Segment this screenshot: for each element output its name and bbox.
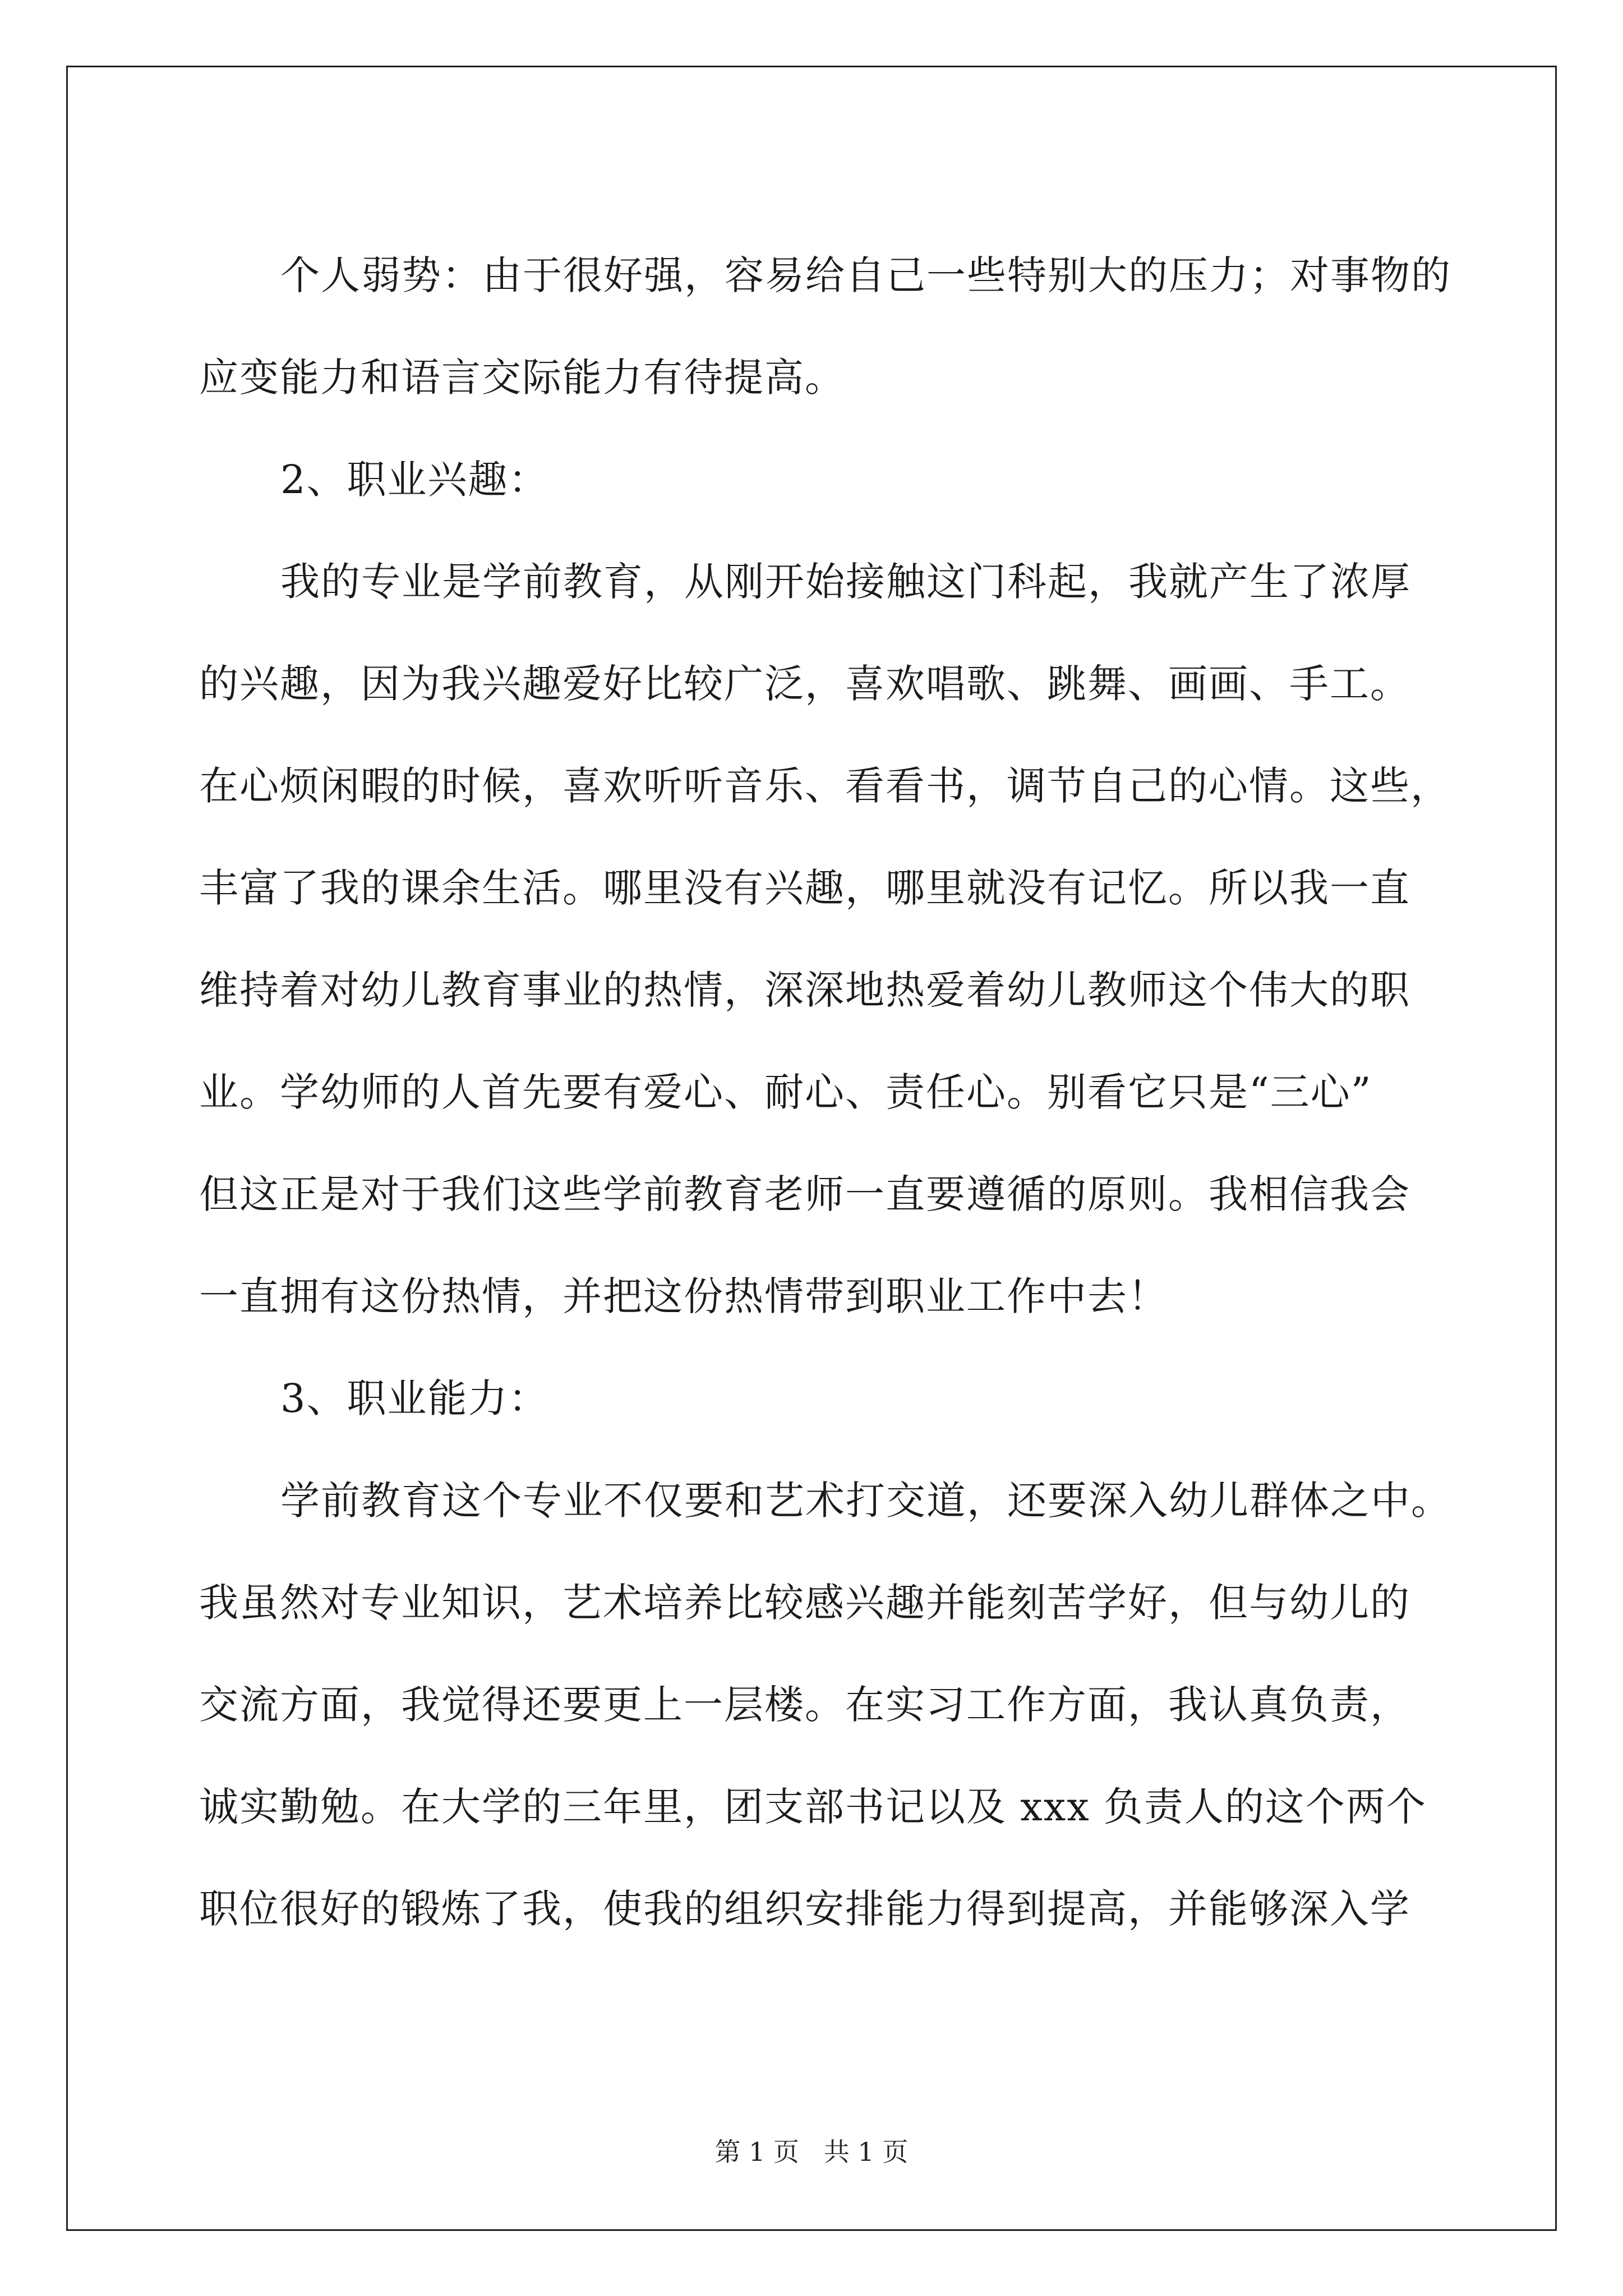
text-line: 维持着对幼儿教育事业的热情，深深地热爱着幼儿教师这个伟大的职 [199, 967, 1410, 1013]
text-line: 的兴趣，因为我兴趣爱好比较广泛，喜欢唱歌、跳舞、画画、手工。 [199, 661, 1410, 707]
text-line: 丰富了我的课余生活。哪里没有兴趣，哪里就没有记忆。所以我一直 [199, 865, 1410, 911]
text-line: 个人弱势：由于很好强，容易给自己一些特别大的压力；对事物的 [280, 252, 1451, 298]
page-footer: 第 1 页 共 1 页 [714, 2137, 909, 2167]
section-heading: 3、职业能力： [280, 1375, 549, 1421]
text-line: 我的专业是学前教育，从刚开始接触这门科起，我就产生了浓厚 [280, 559, 1411, 605]
document-body [199, 224, 1467, 1960]
text-line: 业。学幼师的人首先要有爱心、耐心、责任心。别看它只是“三心” [199, 1069, 1372, 1115]
text-line: 应变能力和语言交际能力有待提高。 [199, 355, 845, 401]
text-line: 在心烦闲暇的时候，喜欢听听音乐、看看书，调节自己的心情。这些， [199, 763, 1451, 809]
text-line: 一直拥有这份热情，并把这份热情带到职业工作中去！ [199, 1273, 1168, 1319]
text-line: 学前教育这个专业不仅要和艺术打交道，还要深入幼儿群体之中。 [280, 1478, 1451, 1524]
text-line: 职位很好的锻炼了我，使我的组织安排能力得到提高，并能够深入学 [199, 1886, 1410, 1932]
text-line: 我虽然对专业知识，艺术培养比较感兴趣并能刻苦学好，但与幼儿的 [199, 1580, 1410, 1626]
text-line: 诚实勤勉。在大学的三年里，团支部书记以及 xxx 负责人的这个两个 [199, 1784, 1427, 1830]
section-heading: 2、职业兴趣： [280, 457, 549, 503]
text-line: 交流方面，我觉得还要更上一层楼。在实习工作方面，我认真负责， [199, 1682, 1410, 1728]
text-line: 但这正是对于我们这些学前教育老师一直要遵循的原则。我相信我会 [199, 1171, 1410, 1217]
